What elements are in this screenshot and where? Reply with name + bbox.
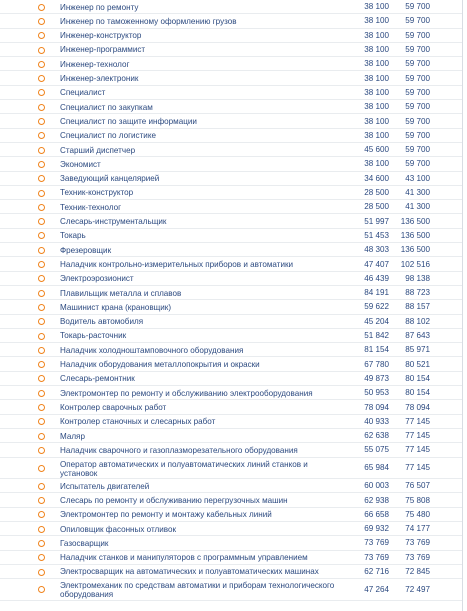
- table-row[interactable]: [0, 129, 462, 143]
- salary-max: 78 094: [405, 402, 430, 412]
- circle-bullet-icon: [38, 447, 45, 454]
- table-row[interactable]: [0, 114, 462, 128]
- circle-bullet-icon: [38, 347, 45, 354]
- salary-min: 81 154: [364, 345, 389, 355]
- salary-max: 74 177: [405, 524, 430, 534]
- salary-min: 65 984: [364, 463, 389, 473]
- circle-bullet-icon: [38, 569, 45, 576]
- salary-max: 59 700: [405, 130, 430, 140]
- salary-min: 51 842: [364, 331, 389, 341]
- circle-bullet-icon: [38, 190, 45, 197]
- table-row[interactable]: [0, 300, 462, 314]
- circle-bullet-icon: [38, 390, 45, 397]
- salary-max: 77 145: [405, 463, 430, 473]
- salary-max: 136 500: [400, 245, 430, 255]
- profession-name[interactable]: Электромонтер по ремонту и монтажу кабельных линий: [60, 510, 272, 520]
- profession-name[interactable]: Инженер-конструктор: [60, 31, 142, 41]
- salary-min: 38 100: [364, 73, 389, 83]
- profession-name[interactable]: Контролер сварочных работ: [60, 402, 167, 412]
- circle-bullet-icon: [38, 104, 45, 111]
- circle-bullet-icon: [38, 465, 45, 472]
- salary-min: 67 780: [364, 359, 389, 369]
- table-row[interactable]: [0, 372, 462, 386]
- salary-min: 62 938: [364, 495, 389, 505]
- salary-max: 59 700: [405, 159, 430, 169]
- table-row[interactable]: [0, 493, 462, 507]
- salary-min: 38 100: [364, 16, 389, 26]
- salary-min: 47 264: [364, 584, 389, 594]
- profession-name[interactable]: Слесарь-инструментальщик: [60, 217, 167, 226]
- profession-name[interactable]: Электроэрозионист: [60, 274, 134, 284]
- salary-max: 72 845: [405, 567, 430, 577]
- salary-min: 38 100: [364, 159, 389, 169]
- table-row[interactable]: [0, 157, 462, 171]
- table-row[interactable]: [0, 172, 462, 186]
- table-row[interactable]: [0, 57, 462, 71]
- table-row[interactable]: [0, 329, 462, 343]
- circle-bullet-icon: [38, 318, 45, 325]
- salary-min: 28 500: [364, 188, 389, 198]
- salary-max: 136 500: [400, 216, 430, 226]
- salary-max: 59 700: [405, 30, 430, 40]
- circle-bullet-icon: [38, 118, 45, 125]
- salary-min: 45 600: [364, 145, 389, 155]
- table-row[interactable]: [0, 415, 462, 429]
- salary-min: 51 997: [364, 216, 389, 226]
- profession-name[interactable]: Инженер по таможенному оформлению грузов: [60, 16, 237, 26]
- table-row[interactable]: [0, 522, 462, 536]
- salary-max: 98 138: [405, 273, 430, 283]
- table-row[interactable]: [0, 72, 462, 86]
- salary-min: 60 003: [364, 481, 389, 491]
- circle-bullet-icon: [38, 4, 45, 11]
- profession-name[interactable]: Наладчик холодноштамповочного оборудования: [60, 345, 244, 355]
- salary-min: 45 204: [364, 316, 389, 326]
- table-row[interactable]: [0, 551, 462, 565]
- profession-name[interactable]: Контролер станочных и слесарных работ: [60, 417, 216, 427]
- circle-bullet-icon: [38, 540, 45, 547]
- salary-min: 38 100: [364, 116, 389, 126]
- table-row[interactable]: [0, 272, 462, 286]
- circle-bullet-icon: [38, 204, 45, 211]
- table-row[interactable]: [0, 186, 462, 200]
- circle-bullet-icon: [38, 132, 45, 139]
- table-row[interactable]: [0, 508, 462, 522]
- circle-bullet-icon: [38, 483, 45, 490]
- salary-max: 88 723: [405, 288, 430, 298]
- profession-name[interactable]: Машинист крана (крановщик): [60, 302, 172, 312]
- table-row[interactable]: [0, 536, 462, 550]
- salary-max: 73 769: [405, 538, 430, 548]
- salary-min: 38 100: [364, 2, 389, 12]
- profession-name[interactable]: Техник-технолог: [60, 202, 122, 212]
- salary-min: 47 407: [364, 259, 389, 269]
- salary-min: 34 600: [364, 173, 389, 183]
- table-row[interactable]: [0, 43, 462, 57]
- salary-min: 38 100: [364, 45, 389, 55]
- profession-name[interactable]: Заведующий канцелярией: [60, 174, 160, 184]
- table-row[interactable]: [0, 286, 462, 300]
- profession-name[interactable]: Инженер-программист: [60, 45, 146, 55]
- salary-max: 87 643: [405, 331, 430, 341]
- salary-min: 51 453: [364, 230, 389, 240]
- profession-name[interactable]: Специалист по защите информации: [60, 116, 197, 126]
- circle-bullet-icon: [38, 261, 45, 268]
- salary-max: 59 700: [405, 45, 430, 55]
- salary-min: 40 933: [364, 416, 389, 426]
- salary-max: 80 521: [405, 359, 430, 369]
- circle-bullet-icon: [38, 247, 45, 254]
- salary-max: 41 300: [405, 188, 430, 198]
- profession-name[interactable]: Токарь: [60, 231, 86, 241]
- salary-max: 102 516: [400, 259, 430, 269]
- table-row[interactable]: [0, 386, 462, 400]
- profession-name[interactable]: Наладчик сварочного и газоплазморезательного оборудования: [60, 445, 298, 455]
- profession-name[interactable]: Токарь-расточник: [60, 331, 127, 341]
- profession-name[interactable]: Инженер по ремонту: [60, 2, 139, 12]
- circle-bullet-icon: [38, 47, 45, 54]
- profession-name[interactable]: Маляр: [60, 431, 85, 441]
- table-row[interactable]: [0, 479, 462, 493]
- circle-bullet-icon: [38, 586, 45, 593]
- salary-min: 38 100: [364, 30, 389, 40]
- salary-max: 76 507: [405, 481, 430, 491]
- salary-min: 59 622: [364, 302, 389, 312]
- table-row[interactable]: [0, 315, 462, 329]
- salary-max: 59 700: [405, 2, 430, 12]
- salary-max: 59 700: [405, 116, 430, 126]
- table-row[interactable]: [0, 358, 462, 372]
- profession-name[interactable]: Специалист по закупкам: [60, 102, 153, 112]
- profession-name[interactable]: Плавильщик металла и сплавов: [60, 288, 182, 298]
- profession-name[interactable]: Оператор автоматических и полуавтоматических линий станков и установок: [60, 459, 308, 478]
- circle-bullet-icon: [38, 147, 45, 154]
- circle-bullet-icon: [38, 375, 45, 382]
- profession-name[interactable]: Наладчик контрольно-измерительных приборов и автоматики: [60, 259, 294, 269]
- salary-min: 48 303: [364, 245, 389, 255]
- salary-min: 46 439: [364, 273, 389, 283]
- profession-name[interactable]: Электросварщик на автоматических и полуавтоматических машинах: [60, 567, 319, 577]
- table-row[interactable]: [0, 565, 462, 579]
- salary-min: 49 873: [364, 373, 389, 383]
- circle-bullet-icon: [38, 275, 45, 282]
- salary-max: 77 145: [405, 445, 430, 455]
- circle-bullet-icon: [38, 232, 45, 239]
- profession-name[interactable]: Техник-конструктор: [60, 188, 134, 198]
- table-row[interactable]: [0, 458, 462, 480]
- table-row[interactable]: [0, 143, 462, 157]
- salary-min: 78 094: [364, 402, 389, 412]
- salary-min: 73 769: [364, 552, 389, 562]
- circle-bullet-icon: [38, 554, 45, 561]
- salary-max: 73 769: [405, 552, 430, 562]
- salary-max: 80 154: [405, 388, 430, 398]
- salary-min: 69 932: [364, 524, 389, 534]
- salary-max: 59 700: [405, 87, 430, 97]
- salary-min: 66 658: [364, 509, 389, 519]
- circle-bullet-icon: [38, 433, 45, 440]
- profession-name[interactable]: Электромеханик по средствам автоматики и приборам технологического оборудования: [60, 581, 335, 600]
- salary-min: 38 100: [364, 102, 389, 112]
- circle-bullet-icon: [38, 497, 45, 504]
- salary-min: 73 769: [364, 538, 389, 548]
- salary-max: 43 100: [405, 173, 430, 183]
- circle-bullet-icon: [38, 218, 45, 225]
- profession-name[interactable]: Водитель автомобиля: [60, 317, 144, 327]
- salary-max: 77 145: [405, 416, 430, 426]
- salary-min: 38 100: [364, 130, 389, 140]
- salary-max: 72 497: [405, 584, 430, 594]
- circle-bullet-icon: [38, 75, 45, 82]
- profession-name[interactable]: Специалист по логистике: [60, 131, 156, 141]
- circle-bullet-icon: [38, 290, 45, 297]
- profession-name[interactable]: Газосварщик: [60, 538, 109, 548]
- salary-min: 62 716: [364, 567, 389, 577]
- salary-max: 59 700: [405, 102, 430, 112]
- salary-min: 84 191: [364, 288, 389, 298]
- table-row[interactable]: [0, 215, 462, 229]
- profession-name[interactable]: Специалист: [60, 88, 106, 98]
- salary-max: 59 700: [405, 59, 430, 69]
- profession-name[interactable]: Испытатель двигателей: [60, 481, 150, 491]
- salary-min: 28 500: [364, 202, 389, 212]
- salary-max: 77 145: [405, 431, 430, 441]
- profession-name[interactable]: Опиловщик фасонных отливок: [60, 524, 176, 534]
- profession-name[interactable]: Электромонтер по ремонту и обслуживанию электрооборудования: [60, 388, 313, 398]
- salary-max: 136 500: [400, 230, 430, 240]
- profession-name[interactable]: Наладчик станков и манипуляторов с программным управлением: [60, 553, 308, 563]
- circle-bullet-icon: [38, 161, 45, 168]
- circle-bullet-icon: [38, 418, 45, 425]
- table-row[interactable]: [0, 343, 462, 357]
- circle-bullet-icon: [38, 511, 45, 518]
- profession-name[interactable]: Экономист: [60, 159, 101, 169]
- table-row[interactable]: [0, 400, 462, 414]
- salary-max: 59 700: [405, 73, 430, 83]
- profession-name[interactable]: Слесарь по ремонту и обслуживанию перегрузочных машин: [60, 495, 288, 505]
- salary-min: 55 075: [364, 445, 389, 455]
- circle-bullet-icon: [38, 89, 45, 96]
- circle-bullet-icon: [38, 32, 45, 39]
- table-row[interactable]: [0, 29, 462, 43]
- salary-min: 50 953: [364, 388, 389, 398]
- table-row[interactable]: [0, 200, 462, 214]
- profession-name[interactable]: Старший диспетчер: [60, 145, 136, 155]
- circle-bullet-icon: [38, 404, 45, 411]
- circle-bullet-icon: [38, 18, 45, 25]
- salary-min: 38 100: [364, 87, 389, 97]
- table-row[interactable]: [0, 14, 462, 28]
- table-row[interactable]: [0, 443, 462, 457]
- table-row[interactable]: [0, 229, 462, 243]
- circle-bullet-icon: [38, 361, 45, 368]
- circle-bullet-icon: [38, 526, 45, 533]
- circle-bullet-icon: [38, 61, 45, 68]
- profession-name[interactable]: Наладчик оборудования металлопокрытия и окраски: [60, 360, 260, 369]
- profession-name[interactable]: Инженер-технолог: [60, 59, 130, 69]
- salary-min: 38 100: [364, 59, 389, 69]
- salary-max: 88 102: [405, 316, 430, 326]
- circle-bullet-icon: [38, 175, 45, 182]
- profession-name[interactable]: Слесарь-ремонтник: [60, 374, 135, 384]
- salary-max: 88 157: [405, 302, 430, 312]
- salary-max: 80 154: [405, 373, 430, 383]
- table-row[interactable]: [0, 579, 462, 601]
- circle-bullet-icon: [38, 304, 45, 311]
- salary-max: 41 300: [405, 202, 430, 212]
- salary-max: 59 700: [405, 145, 430, 155]
- table-row[interactable]: [0, 86, 462, 100]
- table-row[interactable]: [0, 257, 462, 271]
- salary-max: 75 808: [405, 495, 430, 505]
- table-row[interactable]: [0, 429, 462, 443]
- profession-name[interactable]: Фрезеровщик: [60, 245, 112, 255]
- salary-max: 75 480: [405, 509, 430, 519]
- salary-min: 62 638: [364, 431, 389, 441]
- salary-max: 85 971: [405, 345, 430, 355]
- circle-bullet-icon: [38, 333, 45, 340]
- salary-max: 59 700: [405, 16, 430, 26]
- table-row[interactable]: [0, 0, 462, 14]
- table-row[interactable]: [0, 243, 462, 257]
- profession-name[interactable]: Инженер-электроник: [60, 74, 139, 83]
- table-row[interactable]: [0, 100, 462, 114]
